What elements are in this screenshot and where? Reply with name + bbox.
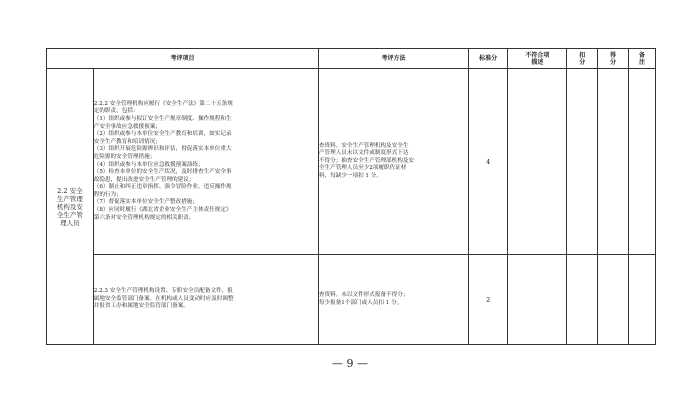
category-line: 生产管理 [56,194,83,203]
category-line: 2.2 安全 [57,186,83,195]
method-cell [318,255,468,345]
standard-score: 2 [468,255,507,345]
content-cell [93,255,318,345]
content-line: （8）应同时履行《湖北省企业安全生产主体责任规定》 [93,207,232,214]
content-line: 第六条对安全管理机构规定的相关职责。 [93,214,195,221]
remark-cell[interactable] [628,255,655,345]
content-line: （7）督促落实本单位安全生产整改措施； [93,199,198,206]
content-line: 并报省工办和属地安全监管部门备案。 [93,303,189,310]
header-item: 考评项目 [47,49,319,69]
method-cell [318,69,468,255]
content-line: （3）组织开展危险源辨识和评估，督促落实本单位重大 [93,146,232,153]
header-noncompliance [508,49,567,69]
header-noncompliance-line: 描述 [531,58,544,66]
method-line: 料，每缺少一项扣 1 分。 [318,172,382,179]
deduct-cell[interactable] [567,69,598,255]
content-line: （2）组织或参与本单位安全生产教育和培训，如实记录 [93,131,232,138]
content-line: （6）制止和纠正违章指挥、强令冒险作业、违反操作规 [93,184,232,191]
standard-score: 4 [468,69,507,255]
remark-cell[interactable] [628,69,655,255]
table-row [47,255,656,345]
header-standard: 标准分 [468,49,507,69]
method-line: 全生产管理人员至少2项履职佐证材 [318,165,407,172]
footer-dash-left: — [332,357,343,370]
score-cell[interactable] [598,69,629,255]
content-line: 程的行为； [93,191,122,198]
content-line: 2.2.2 安全管理机构应履行《安全生产法》第二十五条规 [93,100,233,107]
method-line: 查资料。安全生产管理机构及安全生 [318,142,409,149]
header-score [598,49,629,69]
category-line: 全生产管 [56,210,83,219]
method-line: 每少报备1个部门或人员扣 1 分。 [318,299,403,306]
content-line: 定的职责，包括： [93,108,139,115]
content-line: （1）组织或参与拟订安全生产规章制度、操作规程和生 [93,115,232,122]
header-deduct-line: 分 [579,58,586,66]
header-method: 考评方法 [318,49,468,69]
header-remark-line: 注 [638,58,645,66]
header-score-line: 分 [610,58,617,66]
header-row [47,49,656,69]
category-cell [47,69,94,345]
footer-dash-right: — [357,357,368,370]
page-number: 9 [346,357,354,370]
content-line: 安全生产教育和培训情况； [93,138,161,145]
content-line: 故隐患，提出改进安全生产管理的建议； [93,176,195,183]
method-line: 不得分；抽查安全生产管理部机构及安 [318,157,415,164]
header-deduct [567,49,598,69]
table-row [47,69,656,255]
content-line: 产安全事故应急救援预案； [93,123,161,130]
method-line: 查资料。未以文件形式报备不得分； [318,291,409,298]
evaluation-table [46,48,656,345]
header-score-line: 得 [610,51,617,59]
header-remark-line: 备 [638,51,645,59]
header-remark [628,49,655,69]
method-line: 产管理人员未以文件或制度形式下达 [318,150,409,157]
page-footer [0,357,700,370]
deduct-cell[interactable] [567,255,598,345]
content-line: 危险源的安全管理措施； [93,153,156,160]
header-noncompliance-line: 不符合项 [525,51,550,59]
content-line: （4）组织或参与本单位应急救援预案演练； [93,161,204,168]
score-cell[interactable] [598,255,629,345]
noncompliance-cell[interactable] [508,69,567,255]
content-line: （5）检查本单位的安全生产状况，及时排查生产安全事 [93,169,232,176]
noncompliance-cell[interactable] [508,255,567,345]
content-line: 2.2.3 安全生产管理机构设置、专职安全员配备文件、报 [93,288,233,295]
category-line: 机构及安 [56,202,83,211]
content-cell [93,69,318,255]
header-deduct-line: 扣 [579,51,586,59]
content-line: 属地安全监管部门备案。在机构或人员变动时应及时调整 [93,295,234,302]
category-line: 理人员 [60,218,80,227]
